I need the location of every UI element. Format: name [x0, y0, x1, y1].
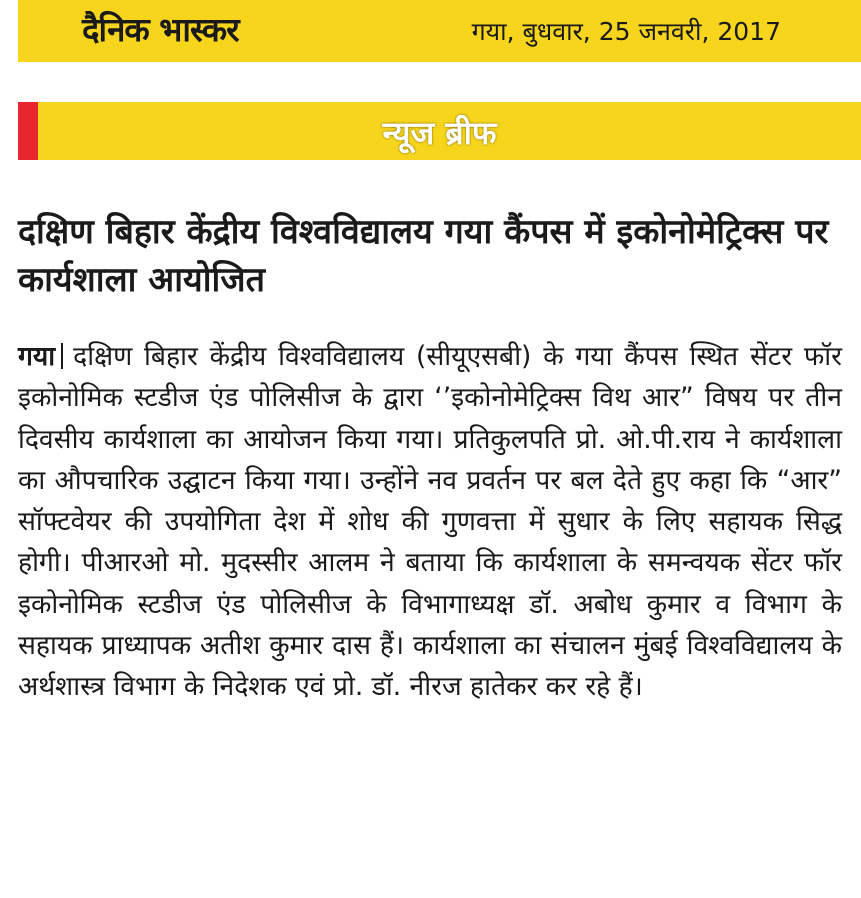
masthead	[18, 0, 861, 62]
section-bar	[18, 102, 861, 160]
place-separator	[61, 343, 63, 369]
article-place: गया	[18, 341, 56, 372]
section-title: न्यूज ब्रीफ	[382, 114, 497, 152]
article-text: दक्षिण बिहार केंद्रीय विश्वविद्यालय (सीयूएसबी) के गया कैंपस स्थित सेंटर फॉर इकोनोमिक स्टडीज एंड पोलिसीज के द्वारा ‘’इकोनोमेट्रिक्स विथ आर” विषय पर तीन दिवसीय कार्यशाला का आयोजन किया गया। प्रतिकुलपति प्रो. ओ.पी.राय ने कार्यशाला का औपचारिक उद्घाटन किया गया। उन्होंने नव प्रवर्तन पर बल देते हुए कहा कि “आर” सॉफ्टवेयर की उपयोगिता देश में शोध की गुणवत्ता में सुधार के लिए सहायक सिद्ध होगी। पीआरओ मो. मुदस्सीर आलम ने बताया कि कार्यशाला के समन्वयक सेंटर फॉर इकोनोमिक स्टडीज एंड पोलिसीज के विभागाध्यक्ष डॉ. अबोध कुमार व विभाग के सहायक प्राध्यापक अतीश कुमार दास हैं। कार्यशाला का संचालन मुंबई विश्वविद्यालय के अर्थशास्त्र विभाग के निदेशक एवं प्रो. डॉ. नीरज हातेकर कर रहे हैं।	[18, 341, 842, 703]
article-body	[18, 336, 842, 708]
newspaper-logo: दैनिक भास्कर	[82, 10, 239, 49]
dateline: गया, बुधवार, 25 जनवरी, 2017	[471, 17, 781, 46]
article-headline: दक्षिण बिहार केंद्रीय विश्वविद्यालय गया कैंपस में इकोनोमेट्रिक्स पर कार्यशाला आयोजित	[18, 212, 829, 300]
